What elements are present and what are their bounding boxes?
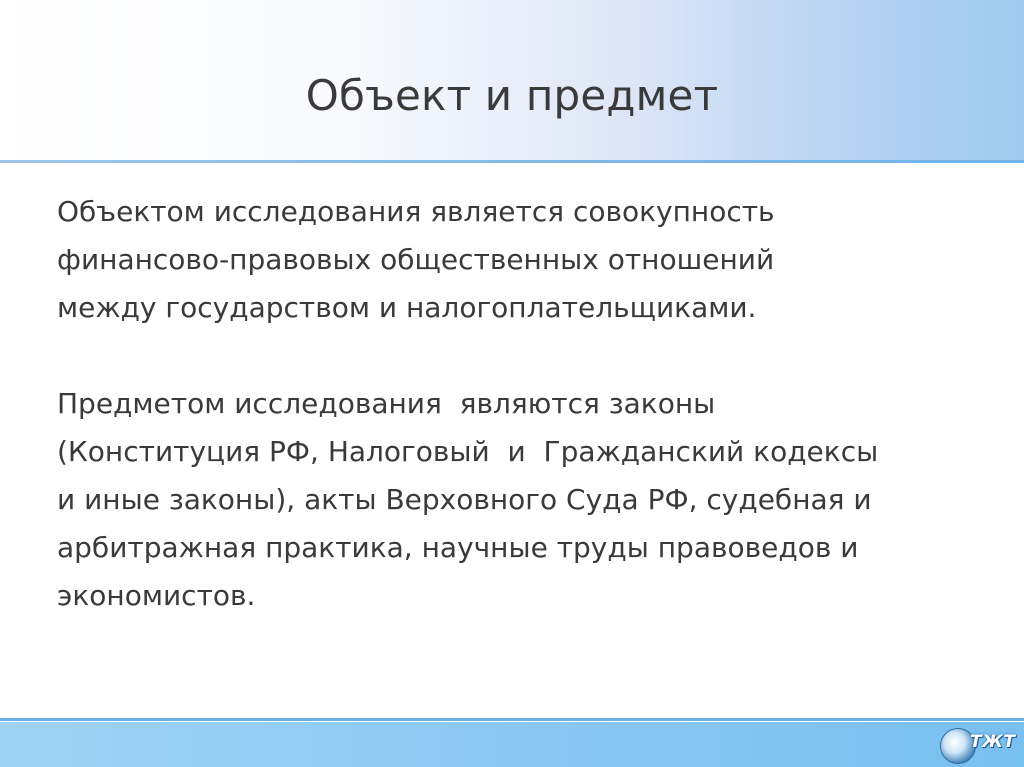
- text-line: между государством и налогоплательщиками.: [57, 291, 757, 324]
- header-divider: [0, 160, 1024, 163]
- logo-text: ТЖТ: [970, 732, 1016, 752]
- footer-divider: [0, 718, 1024, 721]
- slide-footer: [0, 722, 1024, 767]
- slide-title: Объект и предмет: [305, 71, 719, 120]
- slide-body: [57, 188, 987, 620]
- logo: [940, 726, 1016, 764]
- paragraph-object: [57, 188, 987, 332]
- text-line: арбитражная практика, научные труды правоведов и: [57, 531, 859, 564]
- text-line: экономистов.: [57, 579, 256, 612]
- text-line: финансово-правовых общественных отношений: [57, 243, 775, 276]
- text-line: и иные законы), акты Верховного Суда РФ, судебная и: [57, 483, 872, 516]
- paragraph-spacer: [57, 332, 987, 380]
- paragraph-subject: [57, 380, 987, 620]
- text-line: (Конституция РФ, Налоговый и Гражданский кодексы: [57, 435, 879, 468]
- text-line: Объектом исследования является совокупность: [57, 195, 775, 228]
- text-line: Предметом исследования являются законы: [57, 387, 716, 420]
